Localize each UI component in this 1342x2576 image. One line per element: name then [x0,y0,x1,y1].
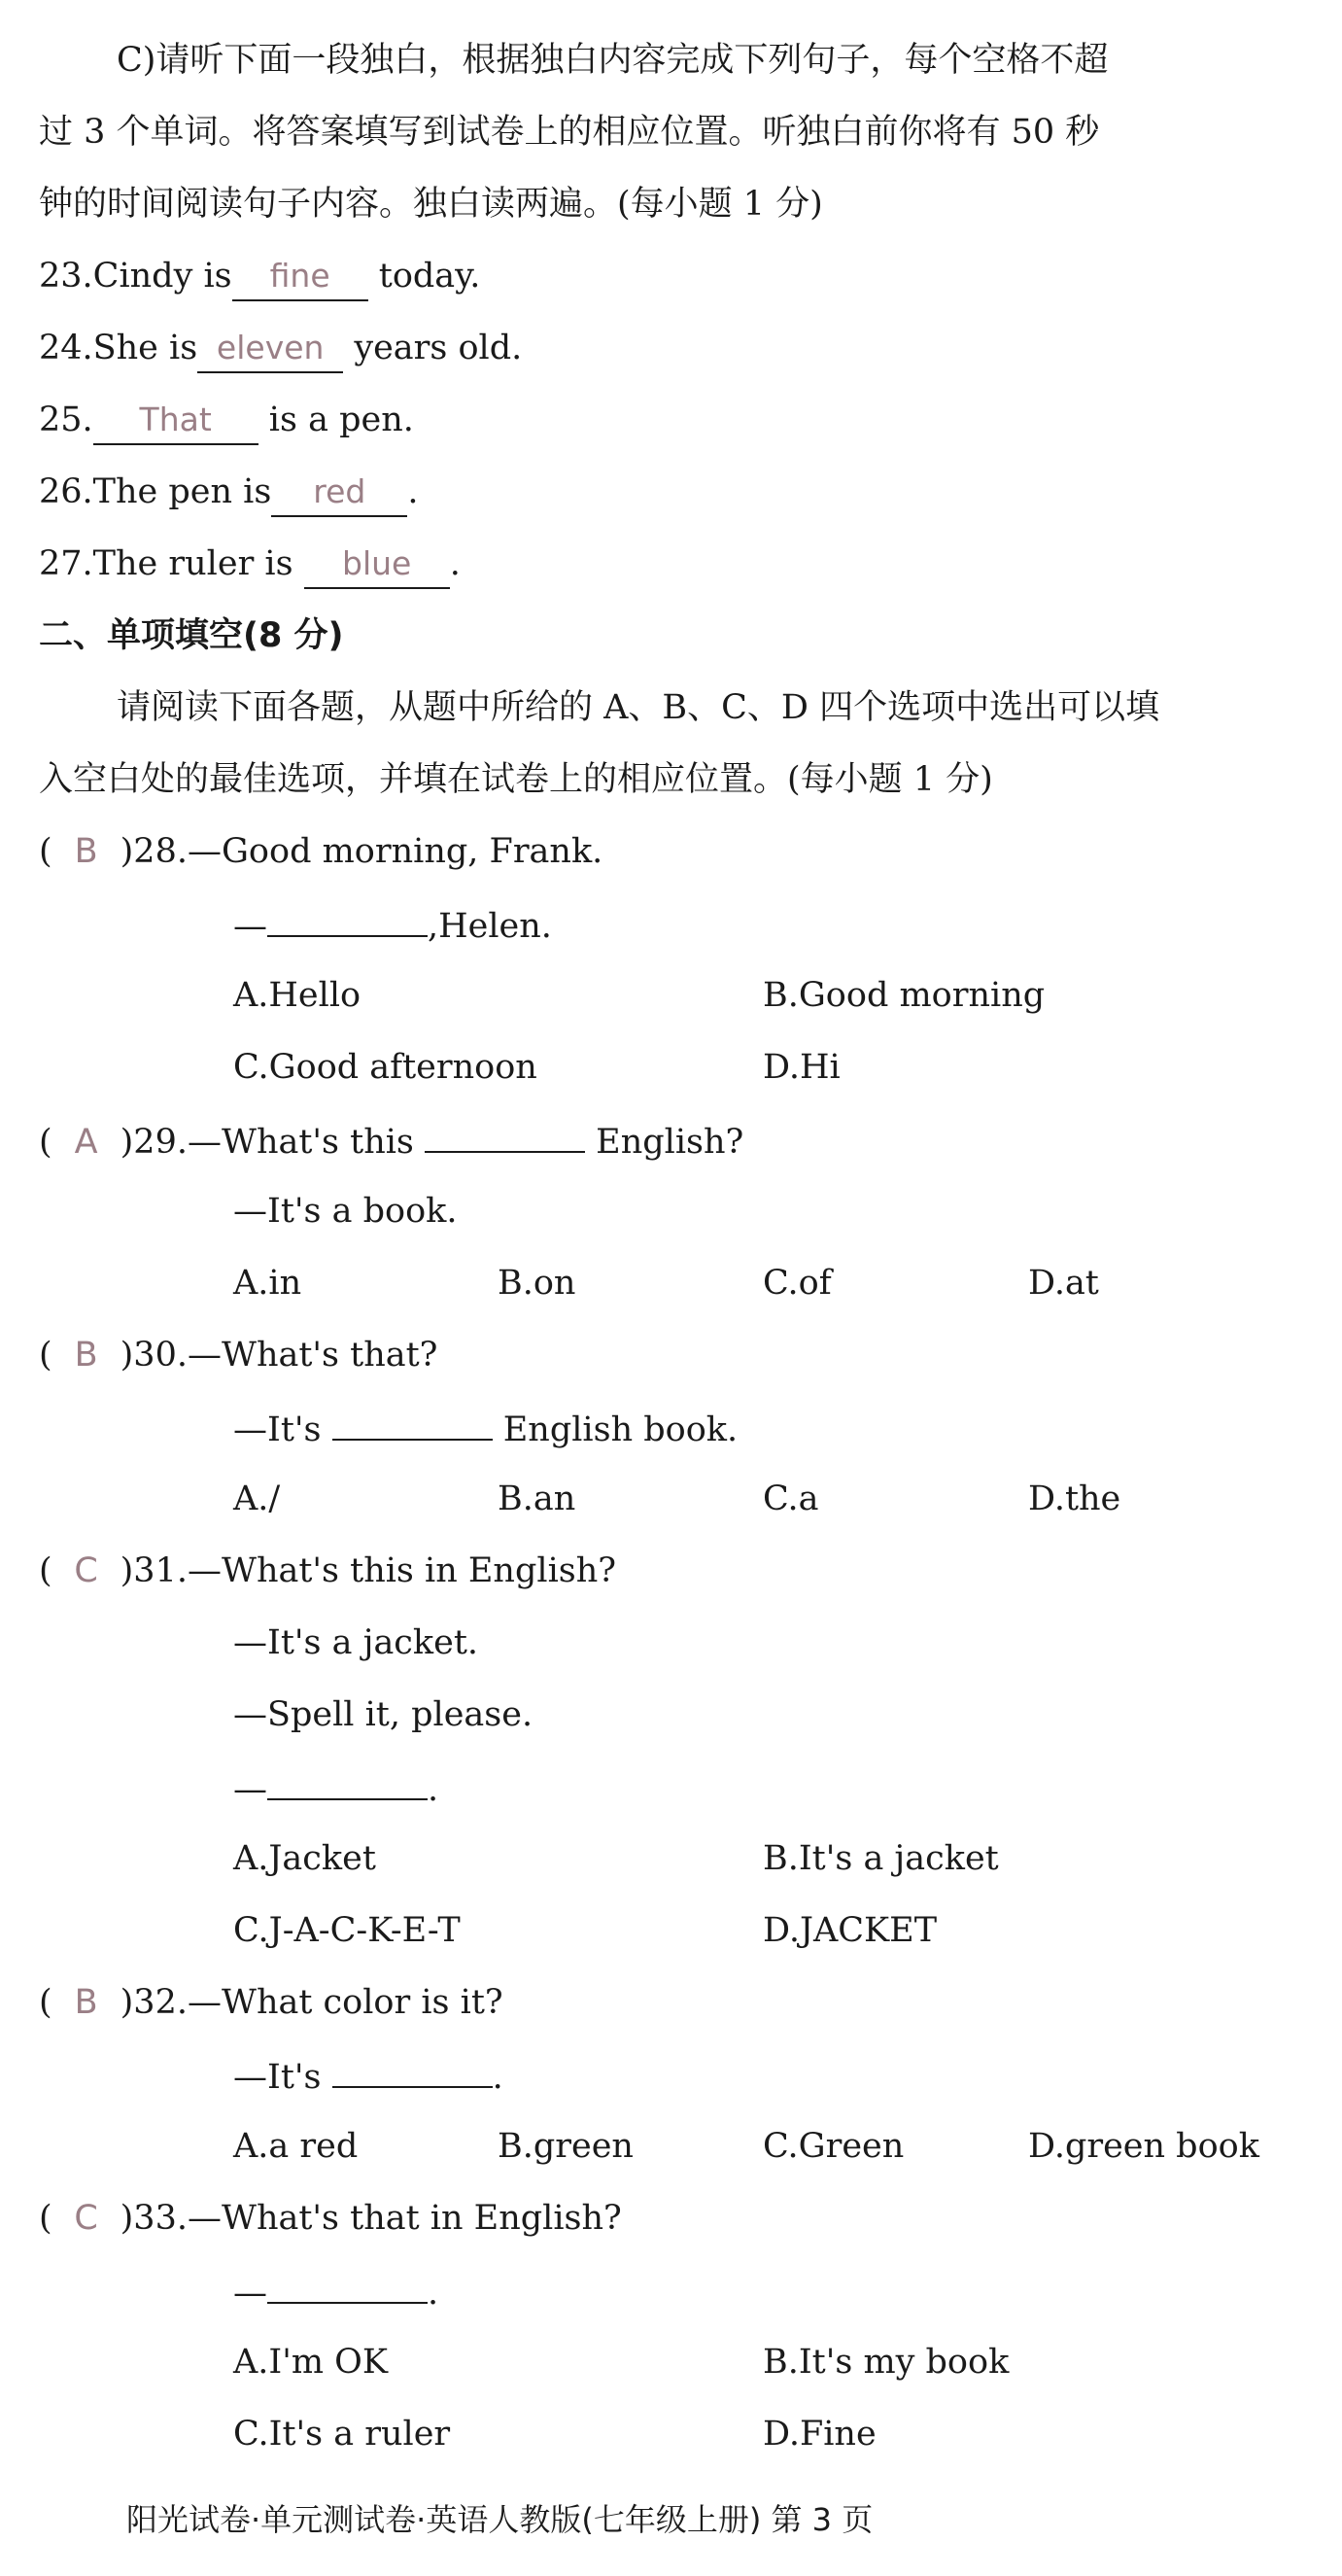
answer-mark: A [74,1123,98,1162]
answer-blank [267,2267,428,2304]
reply-line: —It's a jacket. [233,1623,479,1662]
reply-line: — . [233,1763,438,1813]
section-heading: 二、单项填空(8 分) [39,616,344,655]
option-a: A.Jacket [233,1839,376,1878]
reply-line: —Spell it, please. [233,1695,533,1734]
instruction-line: 入空白处的最佳选项，并填在试卷上的相应位置。(每小题 1 分) [39,760,993,799]
option-b: B.Good morning [763,976,1046,1015]
reply-line: —It's . [233,2051,503,2101]
page-footer: 阳光试卷·单元测试卷·英语人教版(七年级上册) 第 3 页 [126,2501,874,2538]
answer-fill: eleven [197,325,343,373]
question-30: ( B )30.—What's that? [39,1332,437,1378]
option-b: B.It's a jacket [763,1839,999,1878]
fill-item-25: 25. That is a pen. [39,397,414,445]
fill-item-24: 24.She is eleven years old. [39,325,522,373]
option-c: C.It's a ruler [233,2415,451,2454]
question-33: ( C )33.—What's that in English? [39,2195,622,2242]
question-28: ( B )28.—Good morning, Frank. [39,828,602,875]
option-d: D.JACKET [763,1911,938,1950]
answer-blank [332,2051,493,2088]
fill-item-27: 27.The ruler is blue . [39,540,461,589]
option-b: B.on [498,1264,576,1303]
option-d: D.Fine [763,2415,877,2454]
option-b: B.green [498,2127,634,2166]
answer-mark: C [74,1551,98,1590]
option-a: A.in [233,1264,302,1303]
reply-line: —It's a book. [233,1192,458,1231]
answer-blank [267,1763,428,1800]
reply-line: — . [233,2267,438,2316]
answer-fill: red [271,469,407,517]
option-c: C.Green [763,2127,905,2166]
answer-fill: blue [304,540,450,589]
option-c: C.J-A-C-K-E-T [233,1911,461,1950]
option-d: D.at [1028,1264,1099,1303]
option-a: A./ [233,1479,281,1518]
fill-item-23: 23.Cindy is fine today. [39,253,480,301]
instruction-line: C)请听下面一段独白，根据独白内容完成下列句子，每个空格不超 [117,41,1109,80]
option-d: D.the [1028,1479,1121,1518]
option-b: B.an [498,1479,576,1518]
option-d: D.green book [1028,2127,1259,2166]
answer-blank [332,1404,493,1441]
instruction-line: 请阅读下面各题，从题中所给的 A、B、C、D 四个选项中选出可以填 [117,688,1160,727]
question-29: ( A )29.—What's this English? [39,1116,743,1166]
option-c: C.a [763,1479,819,1518]
answer-fill: That [93,397,258,445]
option-a: A.Hello [233,976,361,1015]
reply-line: — ,Helen. [233,900,552,950]
answer-fill: fine [232,253,368,301]
option-a: A.a red [233,2127,359,2166]
question-32: ( B )32.—What color is it? [39,1979,503,2026]
option-c: C.Good afternoon [233,1048,537,1087]
question-31: ( C )31.—What's this in English? [39,1548,616,1594]
answer-mark: B [74,1336,98,1375]
option-d: D.Hi [763,1048,841,1087]
instruction-line: 过 3 个单词。将答案填写到试卷上的相应位置。听独白前你将有 50 秒 [39,113,1100,152]
option-c: C.of [763,1264,832,1303]
reply-line: —It's English book. [233,1404,738,1453]
answer-mark: B [74,832,98,871]
option-b: B.It's my book [763,2343,1010,2382]
answer-mark: B [74,1983,98,2022]
answer-blank [425,1116,585,1153]
option-a: A.I'm OK [233,2343,389,2382]
instruction-line: 钟的时间阅读句子内容。独白读两遍。(每小题 1 分) [39,185,823,224]
answer-mark: C [74,2199,98,2238]
fill-item-26: 26.The pen is red . [39,469,418,517]
answer-blank [267,900,428,937]
